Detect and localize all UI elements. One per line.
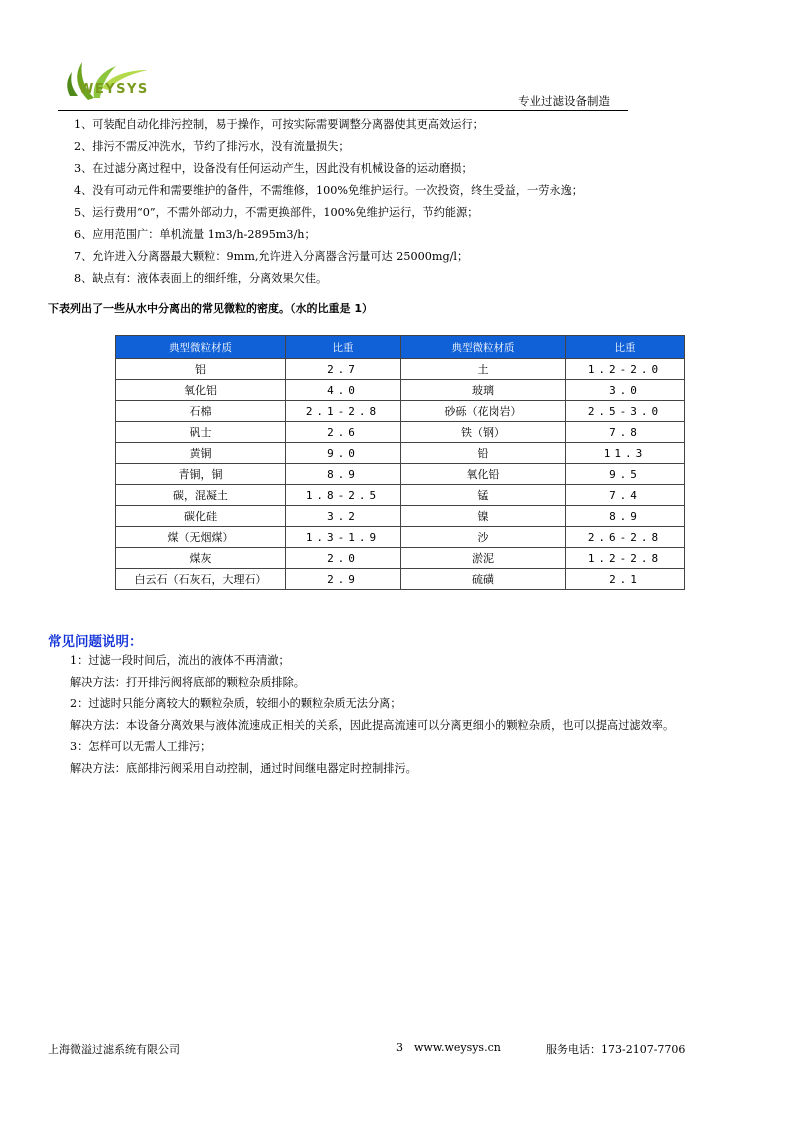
column-header-gravity: 比重: [286, 336, 401, 359]
faq-item: 解决方法：底部排污阀采用自动控制，通过时间继电器定时控制排污。: [70, 761, 417, 775]
header-divider: [58, 110, 628, 111]
gravity-cell: 2.1-2.8: [286, 401, 401, 422]
header-slogan: 专业过滤设备制造: [518, 94, 610, 108]
table-body: [116, 359, 685, 590]
gravity-cell: 1.2-2.0: [566, 359, 685, 380]
material-cell: 白云石（石灰石，大理石）: [116, 569, 286, 590]
table-row: [116, 422, 685, 443]
gravity-cell: 9.0: [286, 443, 401, 464]
material-cell: 铅: [401, 443, 566, 464]
material-cell: 铝: [116, 359, 286, 380]
faq-item: 3：怎样可以无需人工排污；: [70, 740, 212, 753]
gravity-cell: 2.6: [286, 422, 401, 443]
faq-item: 解决方法：本设备分离效果与液体流速成正相关的关系，因此提高流速可以分离更细小的颗粒杂质，也可以提高过滤效率。: [70, 718, 675, 732]
gravity-cell: 2.5-3.0: [566, 401, 685, 422]
footer-company: 上海微溢过滤系统有限公司: [48, 1043, 180, 1056]
faq-list: [70, 650, 674, 779]
table-row: [116, 401, 685, 422]
faq-item: 1：过滤一段时间后，流出的液体不再清澈；: [70, 654, 290, 667]
material-cell: 锰: [401, 485, 566, 506]
table-row: [116, 506, 685, 527]
gravity-cell: 8.9: [286, 464, 401, 485]
feature-list: [74, 114, 583, 290]
column-header-material: 典型微粒材质: [116, 336, 286, 359]
footer-phone: 服务电话：173-2107-7706: [546, 1043, 686, 1056]
footer-page-number: 3: [396, 1041, 403, 1054]
gravity-cell: 1.2-2.8: [566, 548, 685, 569]
material-cell: 镍: [401, 506, 566, 527]
table-row: [116, 380, 685, 401]
material-cell: 硫磺: [401, 569, 566, 590]
feature-item: 3、在过滤分离过程中，设备没有任何运动产生，因此没有机械设备的运动磨损；: [74, 162, 473, 175]
feature-item: 5、运行费用“0”，不需外部动力，不需更换部件，100%免维护运行，节约能源；: [74, 206, 479, 219]
feature-item: 7、允许进入分离器最大颗粒：9mm,允许进入分离器含污量可达 25000mg/l；: [74, 250, 469, 263]
gravity-cell: 2.6-2.8: [566, 527, 685, 548]
gravity-cell: 3.0: [566, 380, 685, 401]
material-cell: 氧化铝: [116, 380, 286, 401]
material-cell: 玻璃: [401, 380, 566, 401]
gravity-cell: 11.3: [566, 443, 685, 464]
logo-text: WEYSYS: [79, 82, 149, 97]
table-row: [116, 548, 685, 569]
material-cell: 煤灰: [116, 548, 286, 569]
feature-item: 1、可装配自动化排污控制，易于操作，可按实际需要调整分离器使其更高效运行；: [74, 118, 484, 131]
footer-url: www.weysys.cn: [414, 1041, 501, 1054]
gravity-cell: 2.7: [286, 359, 401, 380]
material-cell: 碳，混凝土: [116, 485, 286, 506]
density-table: [115, 335, 685, 590]
gravity-cell: 8.9: [566, 506, 685, 527]
material-cell: 铁（钢）: [401, 422, 566, 443]
faq-title: 常见问题说明：: [48, 634, 143, 650]
material-cell: 青铜，铜: [116, 464, 286, 485]
feature-item: 4、没有可动元件和需要维护的备件，不需维修，100%免维护运行。一次投资，终生受益，一劳永逸；: [74, 184, 583, 197]
feature-item: 2、排污不需反冲洗水，节约了排污水，没有流量损失；: [74, 140, 350, 153]
table-row: [116, 359, 685, 380]
gravity-cell: 9.5: [566, 464, 685, 485]
faq-item: 解决方法：打开排污阀将底部的颗粒杂质排除。: [70, 675, 305, 689]
table-row: [116, 569, 685, 590]
table-row: [116, 443, 685, 464]
material-cell: 土: [401, 359, 566, 380]
table-row: [116, 527, 685, 548]
table-header-row: [116, 336, 685, 359]
gravity-cell: 1.3-1.9: [286, 527, 401, 548]
material-cell: 石棉: [116, 401, 286, 422]
material-cell: 砂砾（花岗岩）: [401, 401, 566, 422]
material-cell: 淤泥: [401, 548, 566, 569]
faq-item: 2：过滤时只能分离较大的颗粒杂质，较细小的颗粒杂质无法分离；: [70, 697, 402, 710]
table-row: [116, 485, 685, 506]
gravity-cell: 1.8-2.5: [286, 485, 401, 506]
table-row: [116, 464, 685, 485]
gravity-cell: 4.0: [286, 380, 401, 401]
gravity-cell: 2.0: [286, 548, 401, 569]
column-header-material: 典型微粒材质: [401, 336, 566, 359]
table-title: 下表列出了一些从水中分离出的常见微粒的密度。（水的比重是 1）: [48, 302, 373, 315]
material-cell: 碳化硅: [116, 506, 286, 527]
gravity-cell: 7.8: [566, 422, 685, 443]
column-header-gravity: 比重: [566, 336, 685, 359]
gravity-cell: 2.1: [566, 569, 685, 590]
material-cell: 氧化铅: [401, 464, 566, 485]
material-cell: 矾士: [116, 422, 286, 443]
material-cell: 煤（无烟煤）: [116, 527, 286, 548]
gravity-cell: 7.4: [566, 485, 685, 506]
feature-item: 6、应用范围广：单机流量 1m3/h-2895m3/h；: [74, 228, 316, 241]
feature-item: 8、缺点有：液体表面上的细纤维，分离效果欠佳。: [74, 272, 328, 285]
material-cell: 沙: [401, 527, 566, 548]
material-cell: 黄铜: [116, 443, 286, 464]
gravity-cell: 2.9: [286, 569, 401, 590]
gravity-cell: 3.2: [286, 506, 401, 527]
